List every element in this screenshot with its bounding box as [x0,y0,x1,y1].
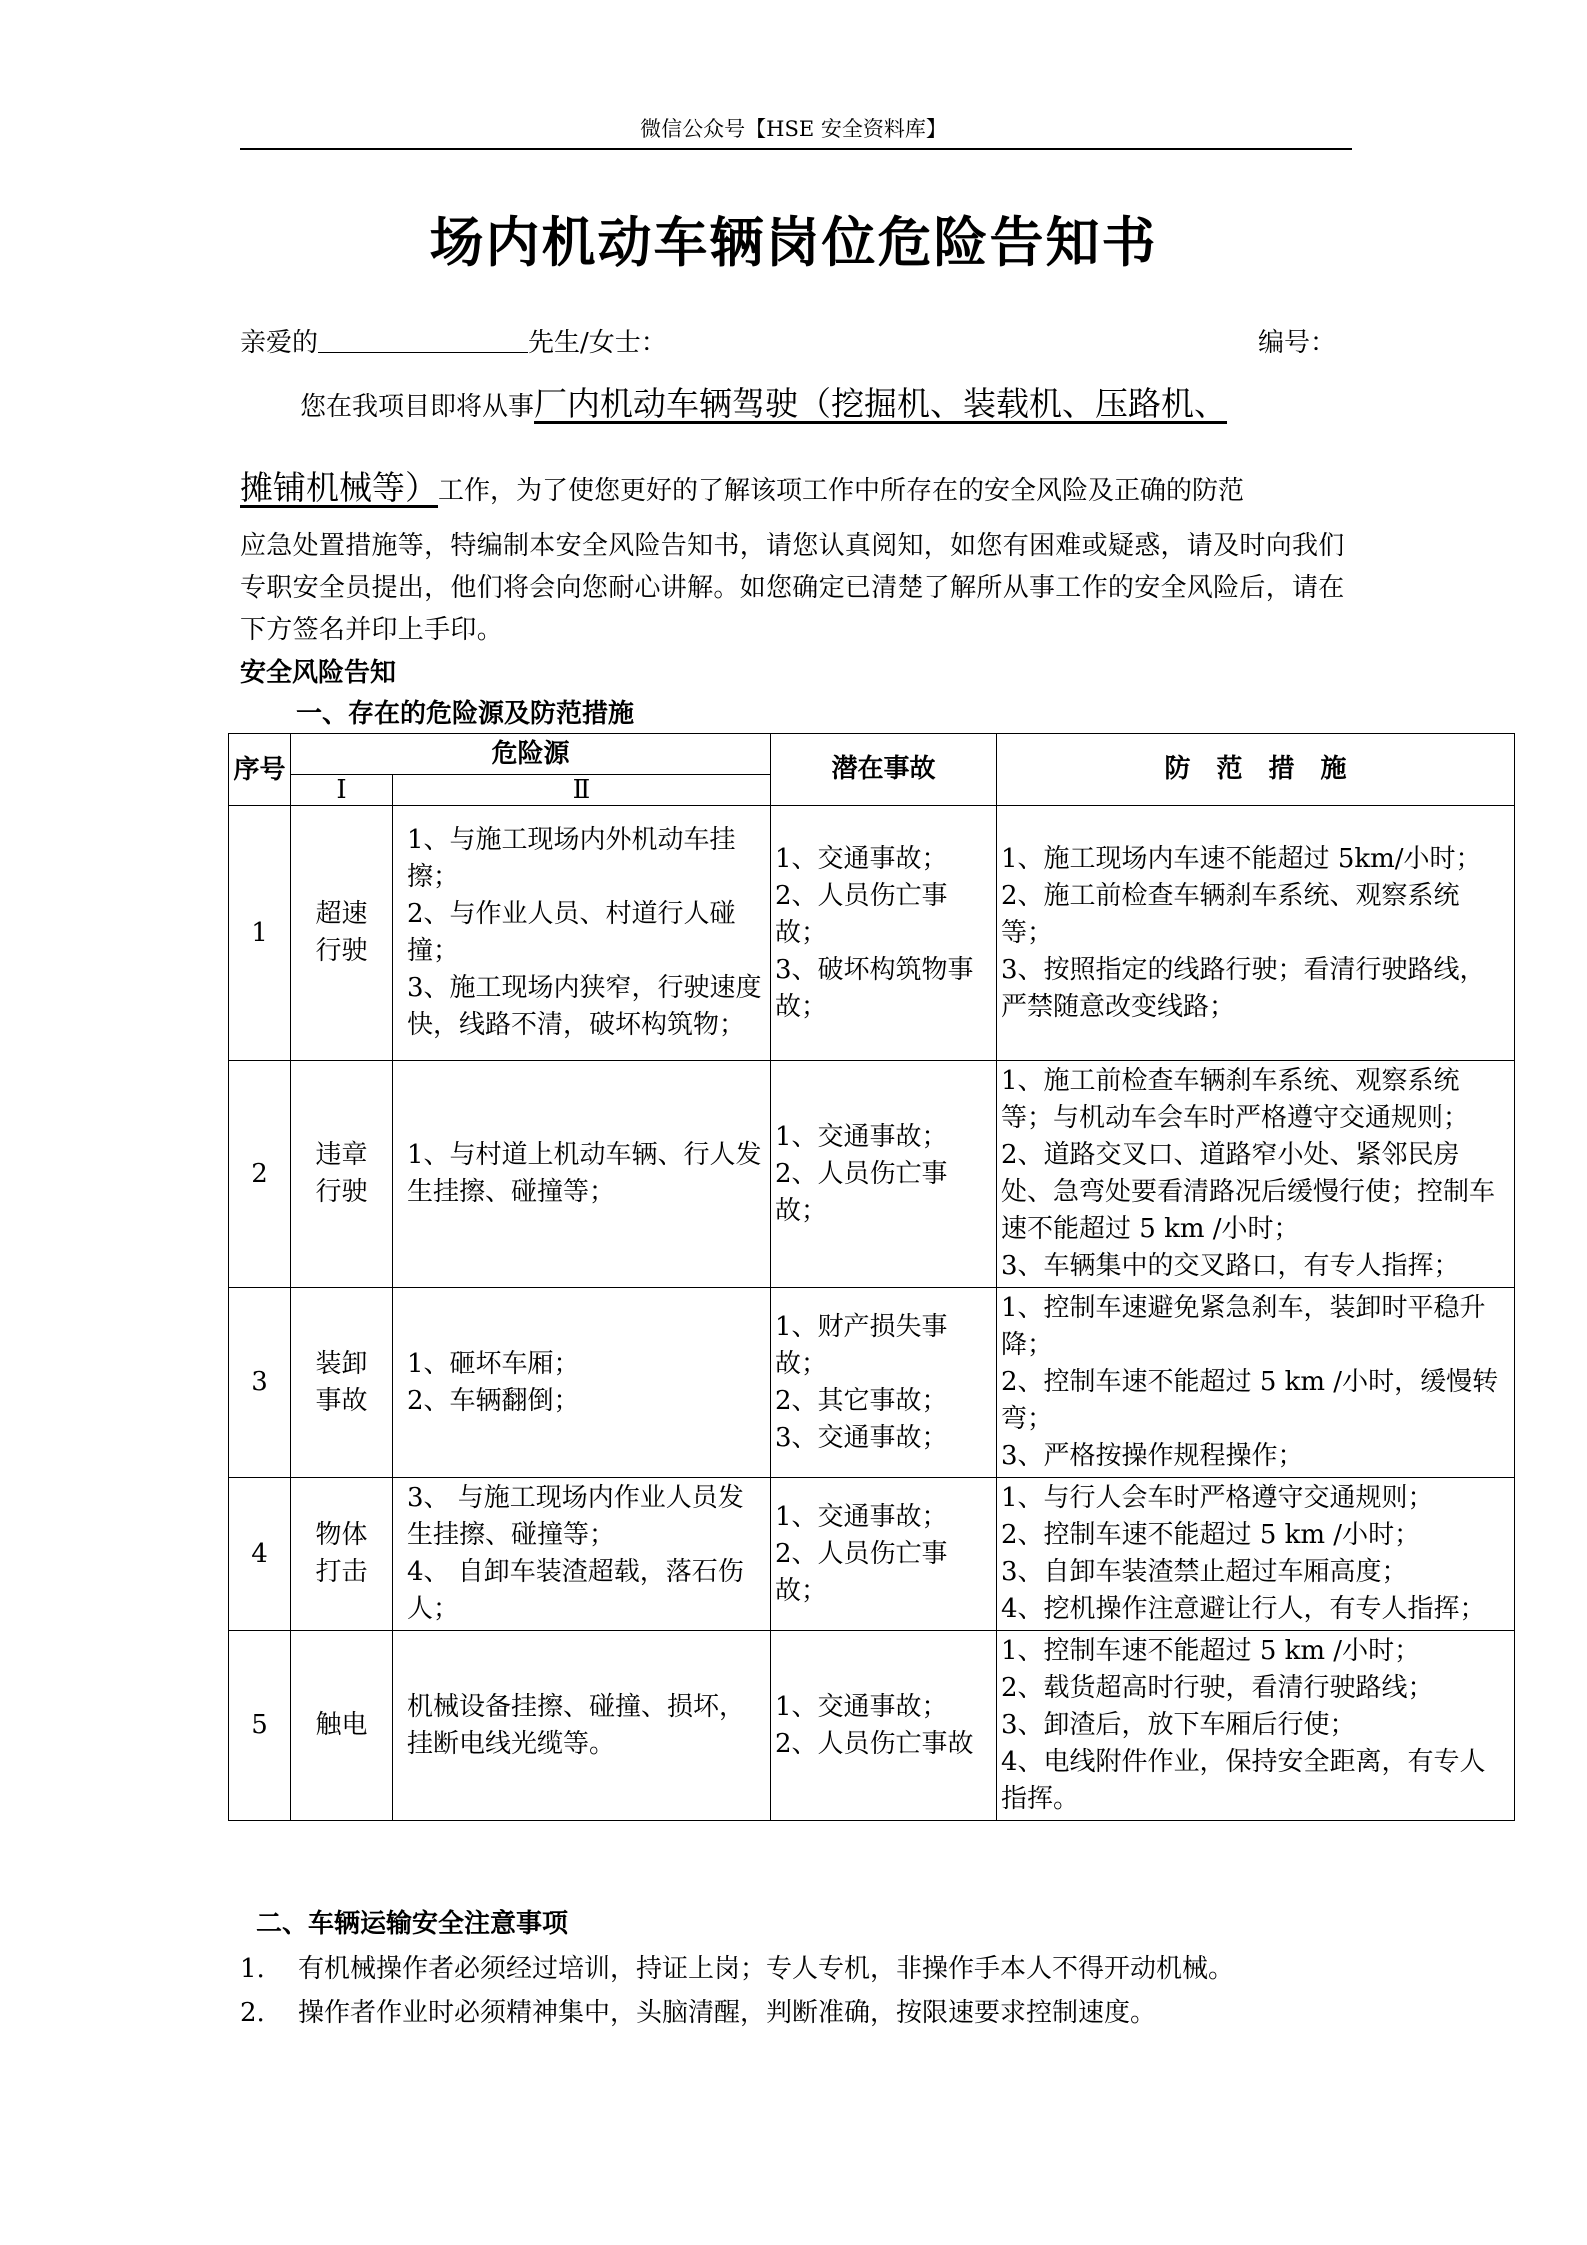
prevention-measure-line: 2、控制车速不能超过 5 km /小时； [1001,1520,1421,1550]
hazard-description-line: 1、与施工现场内外机动车挂擦； [407,825,736,892]
name-blank[interactable] [318,326,528,353]
prevention-measure-line: 4、挖机操作注意避让行人，有专人指挥； [1001,1594,1486,1624]
potential-accident-line: 2、人员伤亡事故； [775,1538,948,1606]
salutation-suffix: 先生/女士： [528,328,667,358]
hazard-description-cell [393,806,771,1061]
prevention-measure-line: 1、控制车速不能超过 5 km /小时； [1001,1636,1421,1666]
prevention-measure-line: 3、严格按操作规程操作； [1001,1441,1304,1471]
prevention-measure-line: 2、控制车速不能超过 5 km /小时，缓慢转弯； [1001,1367,1499,1434]
hazard-category: 装卸事故 [291,1288,393,1478]
prevention-measure-line: 1、施工前检查车辆刹车系统、观察系统等；与机动车会车时严格遵守交通规则； [1001,1066,1470,1133]
salutation-line [240,322,1352,359]
row-number: 4 [229,1478,291,1631]
hazard-description-line: 1、与村道上机动车辆、行人发生挂擦、碰撞等； [407,1140,762,1207]
table-row [229,1478,1515,1631]
list-item [240,1992,1352,2036]
potential-accident-cell [771,1061,997,1288]
prevention-measure-line: 3、车辆集中的交叉路口，有专人指挥； [1001,1251,1460,1281]
table-row [229,1288,1515,1478]
prevention-measure-cell [997,806,1515,1061]
row-number: 5 [229,1631,291,1821]
potential-accident-cell [771,1478,997,1631]
table-row [229,1061,1515,1288]
page-title: 场内机动车辆岗位危险告知书 [429,210,1158,274]
intro-after-job: 工作，为了使您更好的了解该项工作中所存在的安全风险及正确的防范 [438,476,1245,506]
prevention-measure-cell [997,1631,1515,1821]
list-item-text: 有机械操作者必须经过培训，持证上岗；专人专机，非操作手本人不得开动机械。 [298,1954,1235,1984]
header-hazard-1: Ⅰ [291,775,393,806]
potential-accident-line: 1、交通事故； [775,1121,948,1152]
salutation-prefix: 亲爱的 [240,328,319,358]
hazard-description-line: 2、车辆翻倒； [407,1385,580,1416]
prevention-measure-cell [997,1061,1515,1288]
row-number: 1 [229,806,291,1061]
intro-line-2 [240,462,1244,509]
prevention-measure-cell [997,1478,1515,1631]
potential-accident-line: 3、破坏构筑物事故； [775,954,974,1022]
header-hazard: 危险源 [291,734,771,775]
risk-table [228,733,1515,1821]
row-number: 2 [229,1061,291,1288]
hazard-description-cell [393,1288,771,1478]
job-title-part2: 摊铺机械等） [240,468,438,507]
table-row [229,806,1515,1061]
row-number: 3 [229,1288,291,1478]
section2-heading: 二、车辆运输安全注意事项 [256,1909,569,1939]
prevention-measure-line: 1、控制车速避免紧急刹车，装卸时平稳升降； [1001,1293,1486,1360]
intro-lead: 您在我项目即将从事 [300,392,535,422]
prevention-measure-line: 2、施工前检查车辆刹车系统、观察系统等； [1001,880,1460,948]
prevention-measure-cell [997,1288,1515,1478]
hazard-category: 触电 [291,1631,393,1821]
potential-accident-cell [771,1631,997,1821]
list-item-number: 1. [240,1954,265,1984]
prevention-measure-line: 1、施工现场内车速不能超过 5km/小时； [1001,843,1482,874]
potential-accident-line: 1、交通事故； [775,1691,948,1722]
hazard-description-line: 4、 自卸车装渣超载，落石伤人； [407,1557,744,1624]
hazard-description-line: 2、与作业人员、村道行人碰撞； [407,899,736,966]
header-divider [240,148,1352,150]
hazard-description-cell [393,1478,771,1631]
section1-heading: 一、存在的危险源及防范措施 [296,699,635,729]
potential-accident-line: 3、交通事故； [775,1422,948,1453]
hazard-description-line: 3、施工现场内狭窄，行驶速度快，线路不清，破坏构筑物； [407,973,762,1040]
potential-accident-cell [771,1288,997,1478]
header-measures: 防 范 措 施 [997,734,1515,806]
table-row [229,1631,1515,1821]
job-title-part1: 厂内机动车辆驾驶（挖掘机、装载机、压路机、 [534,384,1228,423]
intro-paragraph: 应急处置措施等，特编制本安全风险告知书，请您认真阅知，如您有困难或疑惑，请及时向我们专职安全员提出，他们将会向您耐心讲解。如您确定已清楚了解所从事工作的安全风险后，请在下方签名并印上手印。 [240,531,1345,645]
header-hazard-2: Ⅱ [393,775,771,806]
hazard-category: 超速行驶 [291,806,393,1061]
potential-accident-line: 1、财产损失事故； [775,1311,948,1379]
list-item [240,1948,1352,1992]
header-text: 微信公众号【HSE 安全资料库】 [640,117,947,141]
hazard-category: 物体打击 [291,1478,393,1631]
serial-number-label: 编号： [1257,328,1336,358]
prevention-measure-line: 3、按照指定的线路行驶；看清行驶路线，严禁随意改变线路； [1001,954,1486,1022]
hazard-description-cell [393,1631,771,1821]
hazard-description-line: 机械设备挂擦、碰撞、损坏，挂断电线光缆等。 [407,1691,746,1759]
prevention-measure-line: 4、电线附件作业，保持安全距离，有专人指挥。 [1001,1747,1486,1814]
potential-accident-line: 1、交通事故； [775,843,948,874]
prevention-measure-line: 1、与行人会车时严格遵守交通规则； [1001,1483,1434,1513]
potential-accident-cell [771,806,997,1061]
potential-accident-line: 1、交通事故； [775,1501,948,1532]
list-item-number: 2. [240,1998,265,2028]
hazard-description-cell [393,1061,771,1288]
potential-accident-line: 2、人员伤亡事故； [775,1158,948,1226]
hazard-category: 违章行驶 [291,1061,393,1288]
header-accident: 潜在事故 [771,734,997,806]
potential-accident-line: 2、人员伤亡事故； [775,880,948,948]
prevention-measure-line: 2、载货超高时行驶，看清行驶路线； [1001,1673,1434,1703]
prevention-measure-line: 3、自卸车装渣禁止超过车厢高度； [1001,1557,1408,1587]
header-no: 序号 [229,734,291,806]
potential-accident-line: 2、人员伤亡事故 [775,1728,974,1759]
list-item-text: 操作者作业时必须精神集中，头脑清醒，判断准确，按限速要求控制速度。 [298,1998,1157,2028]
notice-heading: 安全风险告知 [240,658,397,688]
intro-line-1 [300,378,1227,425]
hazard-description-line: 3、 与施工现场内作业人员发生挂擦、碰撞等； [407,1483,744,1550]
prevention-measure-line: 3、卸渣后，放下车厢后行使； [1001,1710,1356,1740]
potential-accident-line: 2、其它事故； [775,1385,948,1416]
prevention-measure-line: 2、道路交叉口、道路窄小处、紧邻民房处、急弯处要看清路况后缓慢行使；控制车速不能超过 5 km /小时； [1001,1140,1496,1244]
safety-notes-list [240,1948,1352,2036]
hazard-description-line: 1、砸坏车厢； [407,1348,580,1379]
